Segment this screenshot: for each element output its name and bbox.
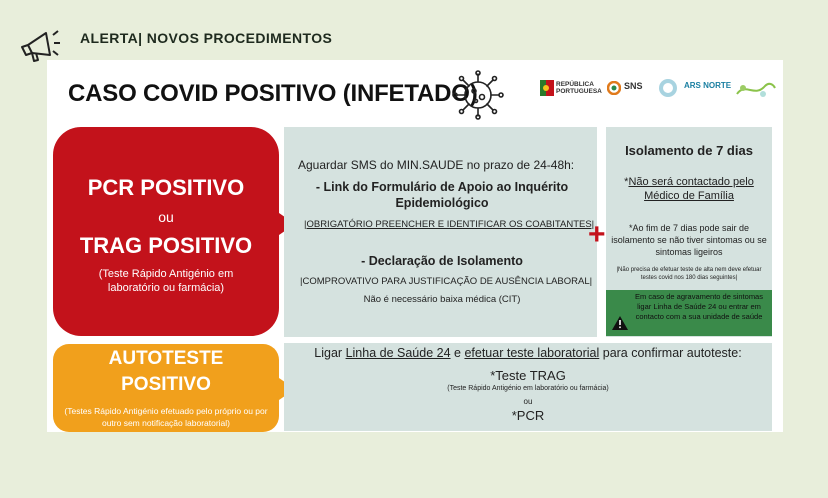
pcr-or-label: ou (158, 209, 174, 225)
no-test-note: |Não precisa de efetuar teste de alta nem deve efetuar testes covid nos 180 dias seguintes| (616, 267, 762, 281)
pcr-note: (Teste Rápido Antigénio em laboratório ou farmácia) (98, 268, 234, 294)
trag-test-label: *Teste TRAG (490, 368, 566, 383)
sns-logo-text: SNS (624, 81, 643, 91)
autotest-positive-label: POSITIVO (121, 374, 211, 395)
ars-logo-text: ARS NORTE (684, 81, 732, 90)
pcr-test-label: *PCR (511, 408, 545, 423)
ars-logo-icon (658, 78, 678, 98)
lab-test-link: efetuar teste laboratorial (464, 346, 600, 360)
family-doctor-note (610, 175, 768, 203)
republica-logo-text: REPÚBLICA PORTUGUESA (556, 81, 602, 95)
warning-icon (612, 316, 628, 330)
family-doctor-text: Não será contactado pelo Médico de Família (628, 176, 754, 202)
or-label: ou (523, 397, 533, 406)
autotest-instruction (284, 346, 772, 360)
isolation-title: Isolamento de 7 dias (625, 143, 753, 158)
autotest-instruction-suffix: para confirmar autoteste: (599, 346, 742, 360)
worsening-alert-text: Em caso de agravamento de sintomas ligar Linha de Saúde 24 ou entrar em contacto com a sua unidade de saúde (635, 292, 763, 321)
pcr-positive-label: PCR POSITIVO (87, 175, 245, 200)
trag-test-note: (Teste Rápido Antigénio em laboratório ou farmácia) (447, 385, 609, 392)
trag-positive-label: TRAG POSITIVO (79, 233, 253, 258)
autotest-note: (Testes Rápido Antigénio efetuado pelo próprio ou por outro sem notificação laboratorial) (64, 406, 268, 428)
autotest-instruction-mid: e (450, 346, 465, 360)
pcr-positive-box (53, 127, 279, 336)
autotest-instruction-prefix: Ligar (314, 346, 346, 360)
plus-icon: + (588, 218, 606, 251)
declaration-note: |COMPROVATIVO PARA JUSTIFICAÇÃO DE AUSÊNCIA LABORAL| (300, 276, 593, 287)
sns-logo-icon (607, 81, 621, 95)
seven-days-note: *Ao fim de 7 dias pode sair de isolamento se não tiver sintomas ou se sintomas ligeiros (611, 223, 767, 257)
republica-logo-icon (540, 80, 554, 96)
form-link-title: - Link do Formulário de Apoio ao Inquérito Epidemiológico (315, 180, 569, 210)
no-cit-note: Não é necessário baixa médica (CIT) (363, 294, 521, 305)
autotest-positive-box (53, 344, 279, 432)
declaration-title: - Declaração de Isolamento (361, 254, 523, 268)
regional-logo-icon (735, 80, 777, 100)
form-link-note: |OBRIGATÓRIO PREENCHER E IDENTIFICAR OS COABITANTES| (304, 219, 595, 230)
autotest-label: AUTOTESTE (108, 348, 224, 369)
page-title: CASO COVID POSITIVO (INFETADO) (68, 80, 478, 107)
alert-header: ALERTA| NOVOS PROCEDIMENTOS (80, 30, 333, 46)
saude24-link: Linha de Saúde 24 (345, 346, 451, 360)
virus-icon (452, 70, 504, 120)
sms-instruction: Aguardar SMS do MIN.SAUDE no prazo de 24-48h: (298, 158, 575, 172)
family-doctor-prefix: * (624, 176, 629, 188)
